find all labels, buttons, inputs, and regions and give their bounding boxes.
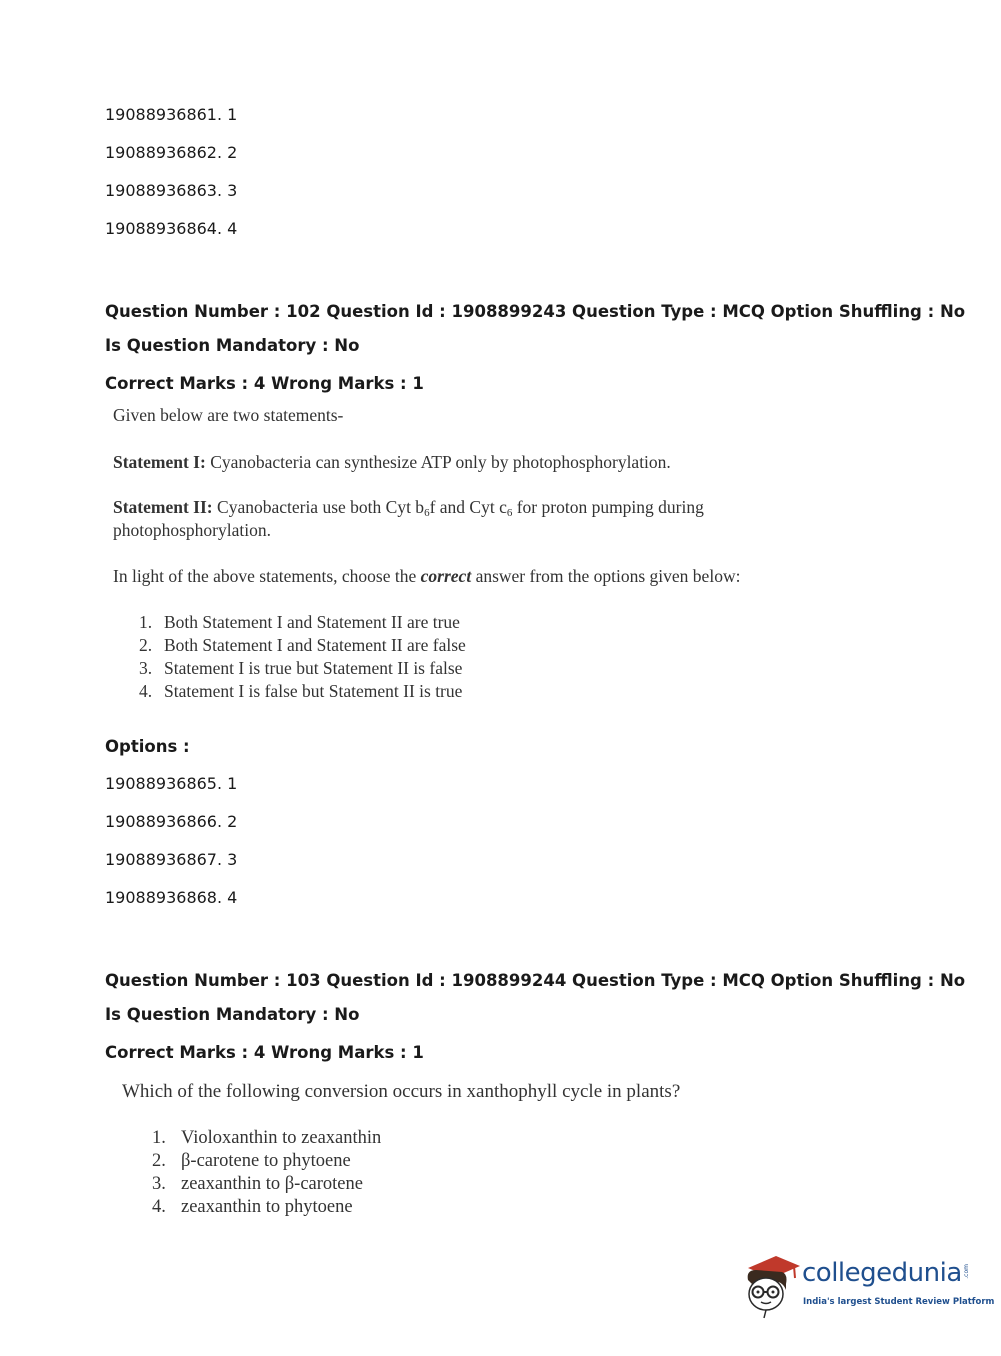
q103-meta-line1: Question Number : 103 Question Id : 1908899244 Question Type : MCQ Option Shuffling : No	[105, 971, 966, 990]
q102-marks: Correct Marks : 4 Wrong Marks : 1	[105, 374, 424, 393]
subscript: 6	[424, 507, 430, 519]
statement-1-label: Statement I:	[113, 452, 206, 472]
statement-2-line2: photophosphorylation.	[113, 520, 271, 540]
instruction-text-a: In light of the above statements, choose the	[113, 566, 421, 586]
option-item: 19088936862. 2	[105, 143, 238, 162]
logo-com: .com	[963, 1264, 970, 1279]
q102-meta-line1: Question Number : 102 Question Id : 1908899243 Question Type : MCQ Option Shuffling : No	[105, 302, 966, 321]
q102-instruction	[113, 565, 740, 587]
q102-statement-1	[113, 451, 671, 473]
logo-name: collegedunia	[802, 1258, 962, 1288]
statement-2-text-b: f and Cyt c	[429, 497, 507, 517]
choice-item: 2. β-carotene to phytoene	[152, 1151, 351, 1171]
q102-intro: Given below are two statements-	[113, 405, 344, 425]
option-item: 19088936866. 2	[105, 812, 238, 831]
choice-item: 4. zeaxanthin to phytoene	[152, 1197, 353, 1217]
statement-2-text-a: Cyanobacteria use both Cyt b	[217, 497, 425, 517]
instruction-emphasis: correct	[420, 566, 472, 586]
choice-item: 2. Both Statement I and Statement II are false	[139, 635, 466, 655]
option-item: 19088936864. 4	[105, 219, 238, 238]
instruction-text-b: answer from the options given below:	[471, 566, 741, 586]
statement-2-text-c: for proton pumping during	[512, 497, 704, 517]
choice-item: 3. Statement I is true but Statement II is false	[139, 658, 463, 678]
option-item: 19088936865. 1	[105, 774, 238, 793]
option-item: 19088936861. 1	[105, 105, 238, 124]
choice-item: 1. Violoxanthin to zeaxanthin	[152, 1128, 382, 1148]
option-item: 19088936867. 3	[105, 850, 238, 869]
statement-2-label: Statement II:	[113, 497, 213, 517]
choice-item: 4. Statement I is false but Statement II is true	[139, 681, 463, 701]
mascot-icon	[742, 1250, 800, 1320]
logo-tagline: India's largest Student Review Platform	[803, 1297, 995, 1307]
q103-choices	[152, 1127, 381, 1219]
choice-item: 3. zeaxanthin to β-carotene	[152, 1174, 363, 1194]
statement-1-text: Cyanobacteria can synthesize ATP only by photophosphorylation.	[210, 452, 671, 472]
choice-item: 1. Both Statement I and Statement II are true	[139, 612, 460, 632]
option-item: 19088936863. 3	[105, 181, 238, 200]
q103-marks: Correct Marks : 4 Wrong Marks : 1	[105, 1043, 424, 1062]
q103-question: Which of the following conversion occurs in xanthophyll cycle in plants?	[122, 1081, 681, 1102]
q103-meta-line2: Is Question Mandatory : No	[105, 1005, 360, 1024]
collegedunia-logo[interactable]	[742, 1250, 995, 1320]
q102-choices	[139, 611, 466, 703]
options-heading: Options :	[105, 737, 190, 756]
subscript: 6	[506, 507, 513, 519]
option-item: 19088936868. 4	[105, 888, 238, 907]
q102-meta-line2: Is Question Mandatory : No	[105, 336, 360, 355]
